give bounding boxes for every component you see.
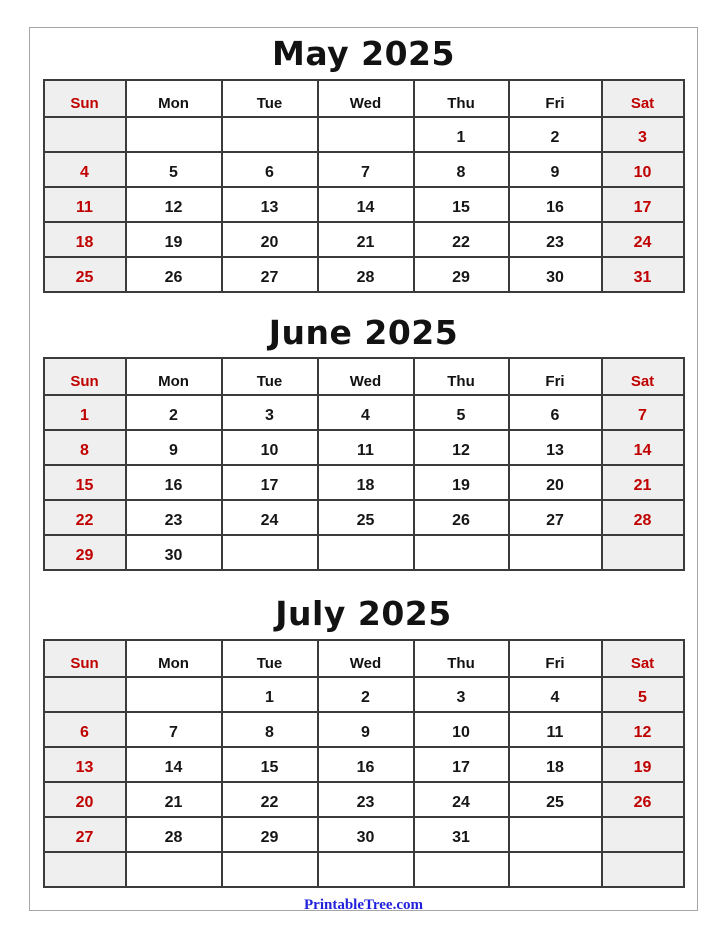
day-cell: 31 <box>602 257 684 292</box>
day-cell <box>126 117 222 152</box>
day-cell <box>222 117 318 152</box>
weekday-header-sat: Sat <box>602 640 684 677</box>
week-row <box>44 852 684 887</box>
weekday-header-sun: Sun <box>44 640 126 677</box>
day-cell: 14 <box>126 747 222 782</box>
weekday-header-wed: Wed <box>318 640 414 677</box>
calendar-grid <box>43 357 685 571</box>
day-cell: 13 <box>222 187 318 222</box>
weekday-header-wed: Wed <box>318 358 414 395</box>
day-cell <box>509 817 602 852</box>
day-cell: 21 <box>126 782 222 817</box>
day-cell: 22 <box>44 500 126 535</box>
day-cell <box>414 852 509 887</box>
calendar-grid <box>43 79 685 293</box>
day-cell: 29 <box>222 817 318 852</box>
day-cell <box>509 852 602 887</box>
week-row <box>44 395 684 430</box>
day-cell: 7 <box>126 712 222 747</box>
day-cell: 12 <box>126 187 222 222</box>
month-may <box>30 35 697 293</box>
day-cell: 2 <box>318 677 414 712</box>
weekday-header-thu: Thu <box>414 80 509 117</box>
day-cell: 20 <box>509 465 602 500</box>
week-row <box>44 747 684 782</box>
day-cell: 30 <box>509 257 602 292</box>
months-container <box>30 35 697 888</box>
day-cell: 6 <box>509 395 602 430</box>
weekday-header-row <box>44 640 684 677</box>
day-cell: 4 <box>44 152 126 187</box>
weekday-header-mon: Mon <box>126 358 222 395</box>
weekday-header-row <box>44 358 684 395</box>
day-cell: 9 <box>318 712 414 747</box>
day-cell: 2 <box>509 117 602 152</box>
day-cell: 29 <box>44 535 126 570</box>
day-cell <box>222 852 318 887</box>
day-cell: 23 <box>126 500 222 535</box>
day-cell <box>44 117 126 152</box>
week-row <box>44 817 684 852</box>
day-cell: 22 <box>414 222 509 257</box>
day-cell: 1 <box>414 117 509 152</box>
day-cell <box>318 535 414 570</box>
day-cell <box>318 117 414 152</box>
day-cell: 17 <box>222 465 318 500</box>
day-cell: 24 <box>602 222 684 257</box>
day-cell: 23 <box>509 222 602 257</box>
day-cell: 5 <box>414 395 509 430</box>
day-cell: 8 <box>222 712 318 747</box>
day-cell: 2 <box>126 395 222 430</box>
weekday-header-mon: Mon <box>126 80 222 117</box>
day-cell <box>602 535 684 570</box>
weekday-header-row <box>44 80 684 117</box>
weekday-header-mon: Mon <box>126 640 222 677</box>
week-row <box>44 117 684 152</box>
day-cell: 27 <box>44 817 126 852</box>
day-cell <box>509 535 602 570</box>
week-row <box>44 187 684 222</box>
day-cell: 12 <box>602 712 684 747</box>
day-cell <box>602 852 684 887</box>
day-cell <box>318 852 414 887</box>
day-cell <box>44 677 126 712</box>
day-cell: 16 <box>126 465 222 500</box>
day-cell: 17 <box>414 747 509 782</box>
week-row <box>44 712 684 747</box>
day-cell: 18 <box>318 465 414 500</box>
day-cell: 13 <box>509 430 602 465</box>
footer <box>30 897 697 911</box>
day-cell: 9 <box>509 152 602 187</box>
day-cell: 19 <box>602 747 684 782</box>
day-cell: 13 <box>44 747 126 782</box>
day-cell: 3 <box>602 117 684 152</box>
week-row <box>44 257 684 292</box>
day-cell: 23 <box>318 782 414 817</box>
day-cell: 29 <box>414 257 509 292</box>
day-cell: 25 <box>318 500 414 535</box>
week-row <box>44 222 684 257</box>
day-cell: 26 <box>126 257 222 292</box>
weekday-header-sat: Sat <box>602 80 684 117</box>
day-cell <box>602 817 684 852</box>
day-cell: 28 <box>126 817 222 852</box>
day-cell: 16 <box>318 747 414 782</box>
calendar-page <box>29 27 698 911</box>
day-cell: 18 <box>509 747 602 782</box>
day-cell: 7 <box>602 395 684 430</box>
weekday-header-fri: Fri <box>509 358 602 395</box>
week-row <box>44 782 684 817</box>
day-cell: 3 <box>414 677 509 712</box>
day-cell: 12 <box>414 430 509 465</box>
day-cell: 30 <box>318 817 414 852</box>
day-cell: 21 <box>602 465 684 500</box>
day-cell: 10 <box>222 430 318 465</box>
day-cell: 4 <box>318 395 414 430</box>
month-title: June 2025 <box>268 313 459 352</box>
day-cell: 20 <box>44 782 126 817</box>
day-cell: 28 <box>602 500 684 535</box>
day-cell: 26 <box>602 782 684 817</box>
weekday-header-sun: Sun <box>44 358 126 395</box>
month-title: July 2025 <box>275 594 452 633</box>
weekday-header-tue: Tue <box>222 358 318 395</box>
day-cell <box>126 677 222 712</box>
day-cell: 24 <box>222 500 318 535</box>
day-cell: 9 <box>126 430 222 465</box>
day-cell: 14 <box>602 430 684 465</box>
weekday-header-fri: Fri <box>509 640 602 677</box>
day-cell: 26 <box>414 500 509 535</box>
day-cell: 30 <box>126 535 222 570</box>
day-cell: 5 <box>602 677 684 712</box>
day-cell: 8 <box>44 430 126 465</box>
day-cell: 28 <box>318 257 414 292</box>
week-row <box>44 465 684 500</box>
day-cell: 14 <box>318 187 414 222</box>
day-cell: 4 <box>509 677 602 712</box>
day-cell: 8 <box>414 152 509 187</box>
weekday-header-wed: Wed <box>318 80 414 117</box>
day-cell: 27 <box>509 500 602 535</box>
day-cell: 7 <box>318 152 414 187</box>
day-cell: 15 <box>44 465 126 500</box>
day-cell: 22 <box>222 782 318 817</box>
month-july <box>30 595 697 888</box>
day-cell: 15 <box>222 747 318 782</box>
weekday-header-sat: Sat <box>602 358 684 395</box>
day-cell: 27 <box>222 257 318 292</box>
day-cell <box>126 852 222 887</box>
printabletree-link[interactable]: PrintableTree.com <box>304 897 423 911</box>
weekday-header-sun: Sun <box>44 80 126 117</box>
day-cell <box>222 535 318 570</box>
day-cell: 10 <box>414 712 509 747</box>
day-cell: 1 <box>222 677 318 712</box>
weekday-header-thu: Thu <box>414 640 509 677</box>
day-cell: 11 <box>44 187 126 222</box>
day-cell: 20 <box>222 222 318 257</box>
weekday-header-thu: Thu <box>414 358 509 395</box>
day-cell: 19 <box>414 465 509 500</box>
day-cell: 25 <box>509 782 602 817</box>
month-title: May 2025 <box>272 34 455 73</box>
week-row <box>44 430 684 465</box>
day-cell: 16 <box>509 187 602 222</box>
day-cell: 25 <box>44 257 126 292</box>
day-cell: 19 <box>126 222 222 257</box>
week-row <box>44 500 684 535</box>
day-cell: 1 <box>44 395 126 430</box>
day-cell: 5 <box>126 152 222 187</box>
day-cell: 24 <box>414 782 509 817</box>
weekday-header-fri: Fri <box>509 80 602 117</box>
month-june <box>30 314 697 571</box>
day-cell: 21 <box>318 222 414 257</box>
day-cell: 6 <box>222 152 318 187</box>
day-cell: 11 <box>509 712 602 747</box>
day-cell: 18 <box>44 222 126 257</box>
week-row <box>44 535 684 570</box>
day-cell: 31 <box>414 817 509 852</box>
calendar-grid <box>43 639 685 888</box>
day-cell: 17 <box>602 187 684 222</box>
weekday-header-tue: Tue <box>222 80 318 117</box>
day-cell: 3 <box>222 395 318 430</box>
day-cell <box>414 535 509 570</box>
week-row <box>44 152 684 187</box>
day-cell: 6 <box>44 712 126 747</box>
weekday-header-tue: Tue <box>222 640 318 677</box>
day-cell: 15 <box>414 187 509 222</box>
day-cell <box>44 852 126 887</box>
day-cell: 11 <box>318 430 414 465</box>
week-row <box>44 677 684 712</box>
day-cell: 10 <box>602 152 684 187</box>
